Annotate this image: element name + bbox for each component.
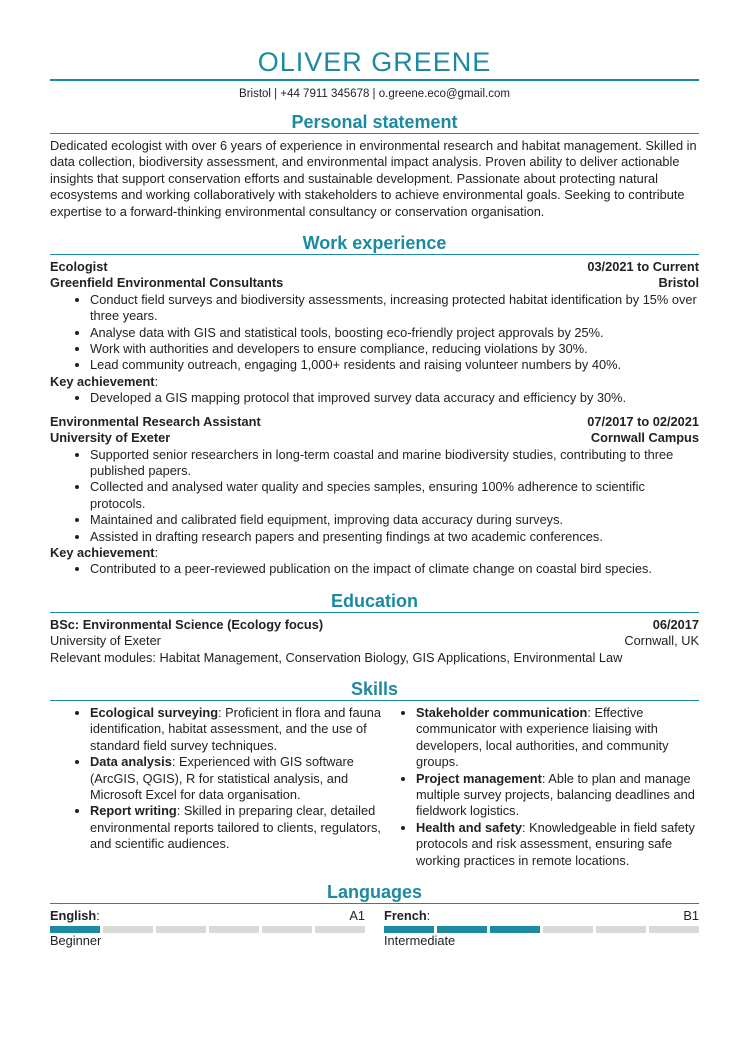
skill-name: Health and safety: [416, 819, 522, 835]
language-level-text: Intermediate: [384, 933, 456, 949]
achievement-bullets: [50, 390, 699, 406]
skills-left-column: [50, 705, 384, 869]
education-date: 06/2017: [652, 616, 699, 632]
languages-section: [50, 881, 699, 950]
achievement-bullet: • Developed a GIS mapping protocol that improved survey data accuracy and efficiency by 30%.: [90, 390, 699, 406]
skills-section: [50, 678, 699, 869]
language-name-line: French:: [384, 908, 431, 924]
header-divider: [50, 79, 699, 81]
job-bullet: • Collected and analysed water quality and species samples, ensuring 100% adherence to scientific protocols.: [90, 479, 699, 512]
job-bullet: • Lead community outreach, engaging 1,000+ residents and raising volunteer numbers by 40%.: [90, 357, 699, 373]
skill-name: Data analysis: [90, 754, 172, 770]
skill-desc: Skilled in preparing clear, detailed environmental reports tailored to clients, regulators, and scientific audiences.: [90, 803, 381, 852]
job-bullet: • Work with authorities and developers to ensure compliance, reducing violations by 30%.: [90, 341, 699, 357]
personal-statement-section: [50, 111, 699, 220]
job-dates: 03/2021 to Current: [587, 259, 699, 275]
job-entry: [50, 414, 699, 578]
language-item: [50, 908, 365, 950]
job-bullet: • Conduct field surveys and biodiversity assessments, increasing protected habitat identification by 15% over three years.: [90, 292, 699, 325]
skill-desc: Proficient in flora and fauna identification, habitat assessment, and the use of standard field survey techniques.: [90, 704, 381, 753]
skill-name: Report writing: [90, 803, 177, 819]
languages-list: [50, 908, 699, 950]
job-bullet: • Assisted in drafting research papers and presenting findings at two academic conferences.: [90, 529, 699, 545]
candidate-name: OLIVER GREENE: [257, 47, 492, 77]
personal-statement-text: Dedicated ecologist with over 6 years of experience in environmental research and habitat management. Skilled in data collection, biodiversity assessment, and environmental impact analysis. Proven ability to deliver actionable insights that support conservation efforts and sustainable development. Passionate about protecting natural ecosystems and working collaboratively with stakeholders to achieve environmental goals. Seeking to contribute expertise to a forward-thinking environmental consultancy or conservation organisation.: [50, 138, 697, 219]
section-divider: [50, 903, 699, 904]
level-segment-filled: [384, 926, 434, 933]
section-title-work-experience: Work experience: [302, 233, 447, 254]
skill-desc: Experienced with GIS software (ArcGIS, QGIS), R for statistical analysis, and Microsoft Excel for data organisation.: [90, 754, 354, 802]
language-level-code: B1: [683, 908, 699, 924]
job-bullet: • Maintained and calibrated field equipment, improving data accuracy during surveys.: [90, 512, 699, 528]
section-title-skills: Skills: [350, 678, 399, 699]
skill-item: • Report writing: Skilled in preparing clear, detailed environmental reports tailored to clients, regulators, and scientific audiences.: [90, 803, 384, 852]
achievement-bullets: [50, 561, 699, 577]
language-level-code: A1: [349, 908, 365, 924]
level-segment-empty: [649, 926, 699, 933]
education-location: Cornwall, UK: [624, 633, 699, 649]
key-achievement-label: Key achievement: [50, 544, 155, 560]
skill-name: Ecological surveying: [90, 704, 219, 720]
language-name: French: [384, 908, 427, 924]
level-segment-filled: [437, 926, 487, 933]
section-title-languages: Languages: [326, 882, 423, 903]
work-experience-section: [50, 232, 699, 578]
skill-name: Project management: [416, 770, 542, 786]
job-bullets: [50, 447, 699, 545]
job-bullet: • Supported senior researchers in long-term coastal and marine biodiversity studies, contributing to three published papers.: [90, 447, 699, 480]
resume-page: [50, 0, 699, 950]
skill-desc: Effective communicator with experience liaising with developers, local authorities, and community groups.: [416, 704, 669, 770]
section-divider: [50, 700, 699, 701]
section-divider: [50, 133, 699, 134]
job-company: Greenfield Environmental Consultants: [50, 275, 284, 291]
section-title-education: Education: [330, 590, 418, 611]
language-level-text: Beginner: [50, 933, 102, 949]
level-segment-filled: [490, 926, 540, 933]
job-title: Ecologist: [50, 259, 108, 275]
level-segment-empty: [103, 926, 153, 933]
skill-desc: Able to plan and manage multiple survey projects, balancing deadlines and fieldwork logistics.: [416, 770, 695, 819]
job-location: Cornwall Campus: [590, 430, 699, 446]
skill-name: Stakeholder communication: [416, 704, 588, 720]
education-subject: Environmental Science (Ecology focus): [82, 616, 324, 632]
level-segment-empty: [209, 926, 259, 933]
level-segment-empty: [262, 926, 312, 933]
education-modules: Relevant modules: Habitat Management, Conservation Biology, GIS Applications, Environmental Law: [50, 649, 623, 665]
section-divider: [50, 612, 699, 613]
job-title: Environmental Research Assistant: [50, 413, 261, 429]
level-segment-empty: [315, 926, 365, 933]
key-achievement-heading: Key achievement:: [50, 544, 159, 560]
language-level-bar: [384, 926, 699, 933]
contact-line: Bristol | +44 7911 345678 | o.greene.eco@gmail.com: [239, 88, 510, 100]
job-company: University of Exeter: [50, 430, 171, 446]
language-level-bar: [50, 926, 365, 933]
language-name: English: [50, 908, 97, 924]
level-segment-empty: [156, 926, 206, 933]
section-divider: [50, 254, 699, 255]
job-bullets: [50, 292, 699, 374]
level-segment-filled: [50, 926, 100, 933]
job-dates: 07/2017 to 02/2021: [587, 413, 699, 429]
education-section: [50, 590, 699, 666]
job-location: Bristol: [658, 275, 699, 291]
skills-right-column: [384, 705, 699, 869]
level-segment-empty: [543, 926, 593, 933]
skill-item: • Stakeholder communication: Effective communicator with experience liaising with developers, local authorities, and community groups.: [416, 705, 699, 771]
skill-desc: Knowledgeable in field safety protocols and risk assessment, ensuring safe working practices in remote locations.: [416, 819, 695, 868]
key-achievement-heading: Key achievement:: [50, 373, 159, 389]
job-entry: [50, 259, 699, 407]
skill-item: • Ecological surveying: Proficient in flora and fauna identification, habitat assessment, and the use of standard field survey techniques.: [90, 705, 384, 754]
language-name-line: English:: [50, 908, 100, 924]
language-item: [384, 908, 699, 950]
education-degree: BSc: [50, 616, 75, 632]
skill-item: • Health and safety: Knowledgeable in field safety protocols and risk assessment, ensuring safe working practices in remote locations.: [416, 820, 699, 869]
skill-item: • Project management: Able to plan and manage multiple survey projects, balancing deadlines and fieldwork logistics.: [416, 771, 699, 820]
education-degree-line: BSc: Environmental Science (Ecology focus): [50, 616, 324, 632]
skill-item: • Data analysis: Experienced with GIS software (ArcGIS, QGIS), R for statistical analysis, and Microsoft Excel for data organisation.: [90, 754, 384, 803]
skills-columns: [50, 705, 699, 869]
level-segment-empty: [596, 926, 646, 933]
education-school: University of Exeter: [50, 633, 161, 649]
achievement-bullet: • Contributed to a peer-reviewed publication on the impact of climate change on coastal bird species.: [90, 561, 699, 577]
job-bullet: • Analyse data with GIS and statistical tools, boosting eco-friendly project approvals by 25%.: [90, 325, 699, 341]
key-achievement-label: Key achievement: [50, 373, 155, 389]
section-title-personal-statement: Personal statement: [291, 112, 458, 132]
